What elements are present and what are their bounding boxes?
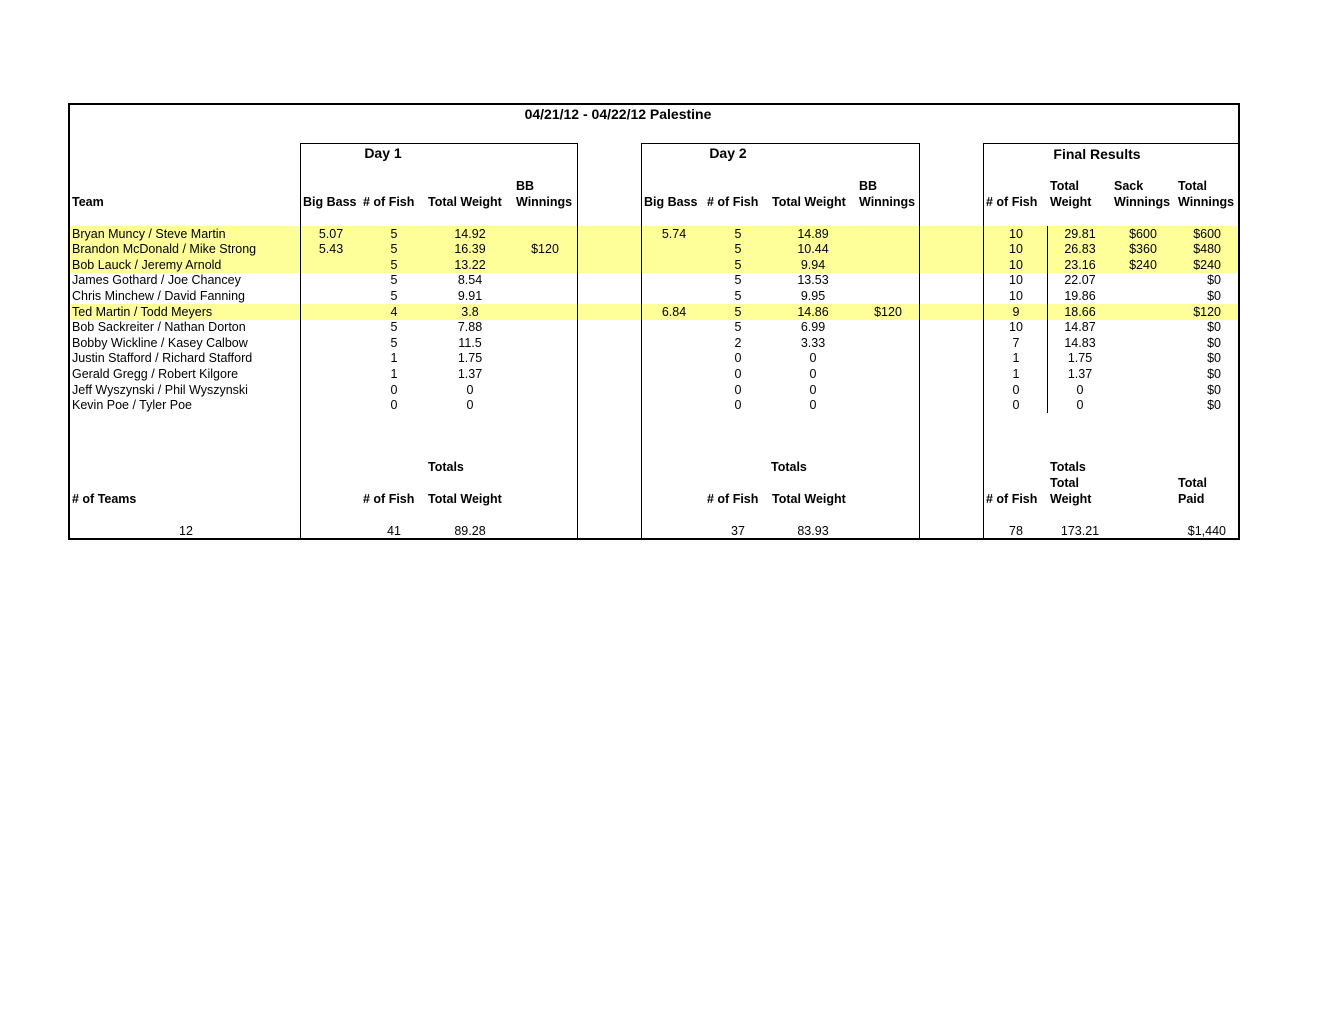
day2-bb-winnings: $120 — [874, 304, 902, 319]
team-name: James Gothard / Joe Chancey — [72, 273, 241, 288]
day1-bb-header: BB — [516, 179, 535, 193]
day1-big-bass: 5.43 — [318, 242, 344, 257]
day2-weight-header: Total Weight — [772, 195, 846, 209]
final-totalwin-header: Total — [1178, 179, 1207, 193]
team-name: Ted Martin / Todd Meyers — [72, 304, 213, 319]
day1-total-weight: 9.91 — [457, 288, 483, 303]
day1-fish-count: 1 — [390, 366, 398, 381]
day2-totals-fish-label: # of Fish — [707, 492, 759, 506]
final-total-weight: 0 — [1076, 398, 1084, 413]
day1-bigbass-header: Big Bass — [303, 195, 357, 209]
team-name: Gerald Gregg / Robert Kilgore — [72, 366, 239, 381]
final-total-winnings: $0 — [1207, 288, 1221, 303]
day1-fish-count: 5 — [390, 288, 398, 303]
day1-fish-count: 5 — [390, 273, 398, 288]
day1-bb-winnings: $120 — [531, 242, 559, 257]
final-total-fish-value: 78 — [1009, 524, 1023, 538]
day2-fish-count: 0 — [734, 351, 742, 366]
day1-totals-label: Totals — [428, 460, 464, 474]
day1-fish-count: 5 — [390, 226, 398, 241]
day1-fish-count: 4 — [390, 304, 398, 319]
day1-fish-header: # of Fish — [363, 195, 415, 209]
team-name: Chris Minchew / David Fanning — [72, 288, 245, 303]
final-total-winnings: $120 — [1193, 304, 1221, 319]
team-header: Team — [72, 195, 104, 209]
day1-fish-count: 5 — [390, 335, 398, 350]
day1-total-weight: 1.75 — [457, 351, 483, 366]
final-total-winnings: $0 — [1207, 273, 1221, 288]
final-total-weight: 14.83 — [1064, 335, 1096, 350]
day1-total-weight: 0 — [466, 398, 474, 413]
final-total-weight: 14.87 — [1064, 320, 1096, 335]
day1-total-weight-value: 89.28 — [454, 524, 486, 538]
day2-totals-weight-label: Total Weight — [772, 492, 846, 506]
final-total-winnings: $600 — [1193, 226, 1221, 241]
final-fish-count: 9 — [1012, 304, 1020, 319]
day1-fish-count: 1 — [390, 351, 398, 366]
final-total-winnings: $240 — [1193, 257, 1221, 272]
final-total-winnings: $0 — [1207, 382, 1221, 397]
final-divider — [1047, 226, 1048, 413]
final-fish-count: 1 — [1012, 366, 1020, 381]
day1-title: Day 1 — [364, 145, 402, 161]
day2-total-weight: 3.33 — [800, 335, 826, 350]
final-total-weight: 1.75 — [1067, 351, 1093, 366]
day2-total-weight: 6.99 — [800, 320, 826, 335]
final-total-weight: 18.66 — [1064, 304, 1096, 319]
day2-fish-count: 5 — [734, 226, 742, 241]
final-fish-count: 10 — [1009, 288, 1023, 303]
day1-totals-fish-label: # of Fish — [363, 492, 415, 506]
day1-fish-count: 5 — [390, 320, 398, 335]
final-totalwin-winnings-header: Winnings — [1178, 195, 1235, 209]
final-sack-winnings-header: Winnings — [1114, 195, 1171, 209]
day2-fish-count: 0 — [734, 366, 742, 381]
day2-total-weight: 14.89 — [797, 226, 829, 241]
day1-total-weight: 1.37 — [457, 366, 483, 381]
day2-fish-count: 5 — [734, 242, 742, 257]
total-paid-label-2: Paid — [1178, 492, 1205, 506]
final-total-header: Total — [1050, 179, 1079, 193]
day2-total-weight: 0 — [809, 398, 817, 413]
team-name: Bob Sackreiter / Nathan Dorton — [72, 320, 246, 335]
day1-fish-count: 0 — [390, 398, 398, 413]
day1-total-weight: 13.22 — [454, 257, 486, 272]
final-totals-weight-label: Weight — [1050, 492, 1092, 506]
final-total-winnings: $0 — [1207, 335, 1221, 350]
day2-title: Day 2 — [709, 145, 747, 161]
final-total-weight: 26.83 — [1064, 242, 1096, 257]
day1-big-bass: 5.07 — [318, 226, 344, 241]
day1-total-weight: 8.54 — [457, 273, 483, 288]
final-sack-winnings: $360 — [1129, 242, 1157, 257]
day2-total-fish-value: 37 — [731, 524, 745, 538]
day2-total-weight: 10.44 — [797, 242, 829, 257]
final-fish-count: 7 — [1012, 335, 1020, 350]
team-name: Jeff Wyszynski / Phil Wyszynski — [72, 382, 248, 397]
final-fish-count: 10 — [1009, 257, 1023, 272]
total-paid-value: $1,440 — [1187, 524, 1226, 538]
team-name: Kevin Poe / Tyler Poe — [72, 398, 192, 413]
final-sack-winnings: $600 — [1129, 226, 1157, 241]
day1-fish-count: 5 — [390, 242, 398, 257]
day1-total-weight: 16.39 — [454, 242, 486, 257]
final-weight-header: Weight — [1050, 195, 1092, 209]
day2-fish-count: 5 — [734, 257, 742, 272]
team-name: Brandon McDonald / Mike Strong — [72, 242, 257, 257]
final-sack-winnings: $240 — [1129, 257, 1157, 272]
day1-winnings-header: Winnings — [516, 195, 573, 209]
final-totals-total-label: Total — [1050, 476, 1079, 490]
total-paid-label-1: Total — [1178, 476, 1207, 490]
day2-big-bass: 6.84 — [661, 304, 687, 319]
day2-fish-count: 5 — [734, 320, 742, 335]
team-name: Bryan Muncy / Steve Martin — [72, 226, 226, 241]
final-fish-count: 10 — [1009, 226, 1023, 241]
day2-fish-header: # of Fish — [707, 195, 759, 209]
final-total-winnings: $0 — [1207, 366, 1221, 381]
final-fish-count: 1 — [1012, 351, 1020, 366]
team-name: Bob Lauck / Jeremy Arnold — [72, 257, 222, 272]
day1-total-weight: 7.88 — [457, 320, 483, 335]
final-fish-header: # of Fish — [986, 195, 1038, 209]
day1-total-weight: 11.5 — [458, 335, 482, 350]
final-fish-count: 10 — [1009, 273, 1023, 288]
final-fish-count: 0 — [1012, 398, 1020, 413]
day2-totals-label: Totals — [771, 460, 807, 474]
day2-total-weight: 0 — [809, 351, 817, 366]
day1-totals-weight-label: Total Weight — [428, 492, 502, 506]
day2-bb-header: BB — [859, 179, 878, 193]
final-total-weight: 19.86 — [1064, 288, 1096, 303]
day2-fish-count: 0 — [734, 398, 742, 413]
day2-total-weight: 0 — [809, 366, 817, 381]
final-results-title: Final Results — [1053, 146, 1141, 162]
day2-winnings-header: Winnings — [859, 195, 916, 209]
day2-fish-count: 5 — [734, 273, 742, 288]
day1-total-fish-value: 41 — [387, 524, 401, 538]
day2-fish-count: 5 — [734, 304, 742, 319]
day1-total-weight: 3.8 — [461, 304, 479, 319]
num-teams-value: 12 — [179, 524, 193, 538]
final-total-winnings: $0 — [1207, 351, 1221, 366]
final-fish-count: 10 — [1009, 242, 1023, 257]
day1-fish-count: 5 — [390, 257, 398, 272]
day2-total-weight: 9.95 — [800, 288, 826, 303]
team-name: Bobby Wickline / Kasey Calbow — [72, 335, 248, 350]
page-title: 04/21/12 - 04/22/12 Palestine — [524, 106, 712, 122]
day2-bigbass-header: Big Bass — [644, 195, 698, 209]
day2-total-weight: 0 — [809, 382, 817, 397]
day2-fish-count: 2 — [734, 335, 742, 350]
day2-total-weight: 9.94 — [800, 257, 826, 272]
day1-total-weight: 0 — [466, 382, 474, 397]
day2-big-bass: 5.74 — [661, 226, 687, 241]
day2-total-weight-value: 83.93 — [797, 524, 829, 538]
day2-fish-count: 0 — [734, 382, 742, 397]
day2-total-weight: 13.53 — [797, 273, 829, 288]
day2-fish-count: 5 — [734, 288, 742, 303]
day2-total-weight: 14.86 — [797, 304, 829, 319]
day1-fish-count: 0 — [390, 382, 398, 397]
final-fish-count: 10 — [1009, 320, 1023, 335]
final-sack-header: Sack — [1114, 179, 1144, 193]
final-total-weight: 1.37 — [1067, 366, 1093, 381]
final-total-weight-value: 173.21 — [1060, 524, 1100, 538]
final-total-winnings: $0 — [1207, 398, 1221, 413]
final-total-weight: 29.81 — [1064, 226, 1096, 241]
final-fish-count: 0 — [1012, 382, 1020, 397]
final-total-weight: 22.07 — [1064, 273, 1096, 288]
final-total-winnings: $0 — [1207, 320, 1221, 335]
final-totals-fish-label: # of Fish — [986, 492, 1038, 506]
final-total-winnings: $480 — [1193, 242, 1221, 257]
num-teams-label: # of Teams — [72, 492, 137, 506]
final-total-weight: 23.16 — [1064, 257, 1096, 272]
final-total-weight: 0 — [1076, 382, 1084, 397]
final-totals-label: Totals — [1050, 460, 1086, 474]
day1-weight-header: Total Weight — [428, 195, 502, 209]
day1-total-weight: 14.92 — [454, 226, 486, 241]
team-name: Justin Stafford / Richard Stafford — [72, 351, 253, 366]
